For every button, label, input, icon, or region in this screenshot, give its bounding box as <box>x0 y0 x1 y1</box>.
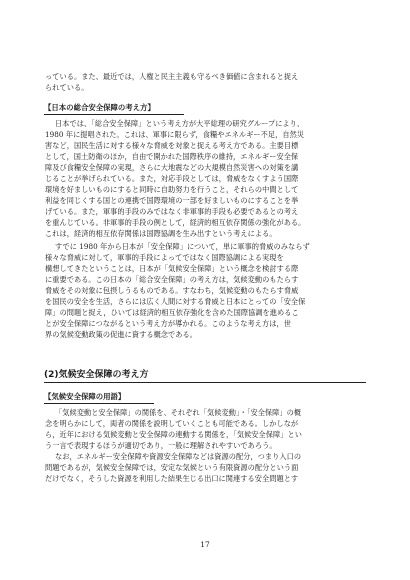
text-line: ら，近年における気候変動と安全保障の連動する関係を，「気候安全保障」とい <box>45 430 302 439</box>
text-line: 利益を同じくする国との連携で国際環境の一部を好ましいものにすることを挙 <box>45 196 299 205</box>
text-line: じることが挙げられている。また，対応手段としては，脅威をなくすよう国際 <box>45 174 299 183</box>
section-title: (2)気候安全保障の考え方 <box>44 368 366 383</box>
text-line: 脅威をその対象に包摂しうるものである。すなわち，気候変動のもたらす脅威 <box>45 286 299 295</box>
text-line: これは，経済的相互依存関係は国際協調を生み出すという考えによる。 <box>45 229 277 238</box>
text-line: っている。また、最近では，人権と民主主義も守るべき価値に含まれると捉え <box>45 72 299 81</box>
text-line: 念を明らかにして，両者の関係を説明していくことも可能である。しかしなが <box>45 419 299 428</box>
text-line: 障」の問題と捉え，ひいては経済的相互依存強化を含めた国際協調を進めるこ <box>45 308 299 317</box>
subheading-japan-comprehensive-security: 【日本の総合安全保障の考え方】 <box>44 102 184 115</box>
text-line: 問題であるが，気候安全保障では，安定な気候という有限資源の配分という面 <box>45 463 299 472</box>
text-line: 様々な脅威に対して，軍事的手段によってではなく国際協調による実現を <box>45 253 284 262</box>
text-line: を重んじている。非軍事的手段の例として，経済的相互依存関係の強化がある。 <box>45 218 306 227</box>
page-number: 17 <box>200 540 210 549</box>
text-line: 日本では、「総合安全保障」という考え方が大平総理の研究グループにより、 <box>55 119 305 128</box>
subheading-climate-security-term: 【気候安全保障の用語】 <box>44 391 154 404</box>
text-line: 構想してきたということは，日本が「気候安全保障」という概念を検討する際 <box>45 264 299 273</box>
text-line: 害など，国民生活に対する様々な脅威を対象と捉える考え方である。主要目標 <box>45 141 299 150</box>
text-line: られている。 <box>45 83 89 92</box>
text-line: すでに 1980 年から日本が「安全保障」について，単に軍事的脅威のみならず <box>55 242 310 251</box>
text-line: として，国土防衛のほか，自由で開かれた国際秩序の維持，エネルギー安全保 <box>45 152 299 161</box>
text-line: う一言で表現するほうが適切であり，一般に理解されやすいであろう。 <box>45 441 277 450</box>
text-line: 環境を好ましいものにすると同時に自助努力を行うこと，それらの中間として <box>45 185 299 194</box>
text-line: 「気候変動と安全保障」の関係を、それぞれ「気候変動」・「安全保障」の概 <box>55 408 302 417</box>
text-line: 1980 年に提唱された。これは、軍事に限らず，食糧やエネルギー不足，自然災 <box>45 130 305 139</box>
text-line: なお，エネルギー安全保障や資源安全保障などは資源の配分，つまり入口の <box>55 452 302 461</box>
text-line: 障及び食糧安全保障の実現，さらに大地震などの大規模自然災害への対策を講 <box>45 163 299 172</box>
text-line: だけでなく，そうした資源を利用した結果生じる出口に関連する安全問題とす <box>45 474 299 483</box>
text-line: とが安全保障につながるという考え方が導かれる。このような考え方は，世 <box>45 319 291 328</box>
text-line: に重要である。この日本の「総合安全保障」の考え方は，気候変動のもたらす <box>45 275 299 284</box>
text-line: げている。また，軍事的手段のみではなく非軍事的手段も必要であるとの考え <box>45 207 299 216</box>
text-line: 界の気候変動政策の促進に資する概念である。 <box>45 330 197 339</box>
text-line: を国民の安全を生活，さらには広く人間に対する脅威と日本にとっての「安全保 <box>45 297 306 306</box>
